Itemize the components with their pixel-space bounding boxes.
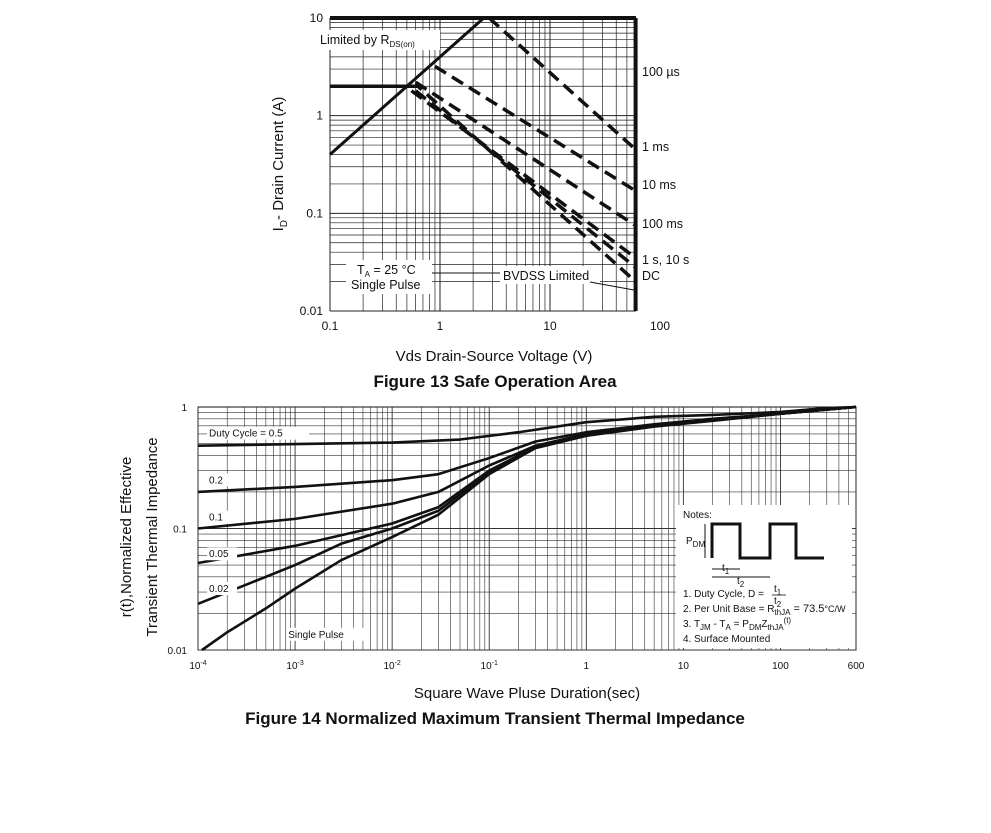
rds-limit-label: Limited by $R_{DS(on)}$ (320, 33, 415, 49)
zth-x-tick-label: $10^{-2}$ (383, 660, 401, 672)
soa-series-label: 100 µs (642, 65, 680, 79)
zth-y-axis-title-line1: r(t),Normalized Effective (118, 456, 135, 618)
zth-series-label: 0.2 (209, 475, 223, 487)
soa-series-label: DC (642, 269, 661, 283)
zth-series-label: Duty Cycle = 0.5 (209, 428, 283, 440)
safe-operating-area-chart (270, 11, 696, 391)
zth-x-tick-label: 600 (847, 661, 865, 672)
duty-denominator: $t_2$ (774, 596, 782, 609)
zth-series-label: Single Pulse (288, 629, 344, 641)
zth-series-label: 0.02 (209, 584, 229, 596)
soa-x-axis-title: Vds Drain-Source Voltage (V) (395, 348, 593, 365)
soa-y-tick-label: 0.01 (299, 304, 323, 318)
soa-y-axis-title: $I_D-$ Drain Current (A) (270, 96, 290, 232)
zth-x-tick-label: 1 (583, 661, 590, 672)
zth-figure-title: Figure 14 Normalized Maximum Transient Thermal Impedance (245, 709, 745, 728)
ta-label: $T_A = 25$ °C (357, 263, 416, 279)
soa-x-tick-label: 100 (649, 319, 671, 333)
zth-y-axis-title-line2: Transient Thermal Impedance (144, 437, 161, 637)
zth-x-tick-label: $10^{-4}$ (189, 660, 207, 672)
zth-y-tick-label: 0.1 (173, 524, 187, 536)
note-1: 1. Duty Cycle, D = (683, 589, 764, 600)
zth-x-tick-label: $10^{-3}$ (286, 660, 304, 672)
bvdss-limit-label: BVDSS Limited (503, 269, 590, 283)
zth-x-tick-label: 100 (772, 661, 789, 672)
note-2: 2. Per Unit Base = $R_{thJA} = 73.5^\circ C/W$ (683, 603, 846, 617)
notes-heading: Notes: (683, 510, 712, 521)
soa-figure-title: Figure 13 Safe Operation Area (373, 372, 617, 391)
soa-x-tick-label: 1 (436, 319, 444, 333)
soa-series-label: 1 ms (642, 140, 670, 154)
zth-x-tick-label: 10 (677, 661, 689, 672)
single-pulse-label: Single Pulse (351, 278, 421, 292)
note-4: 4. Surface Mounted (683, 634, 771, 645)
zth-series-label: 0.1 (209, 512, 223, 524)
soa-y-tick-label: 10 (309, 11, 323, 25)
zth-x-axis-title: Square Wave Pluse Duration(sec) (413, 685, 641, 702)
zth-series-label: 0.05 (209, 549, 229, 561)
soa-y-tick-label: 0.1 (306, 206, 323, 221)
thermal-impedance-chart (118, 403, 865, 728)
zth-y-tick-label: 1 (181, 403, 187, 414)
note-3: 3. $T_{JM} - T_A = P_{DM}Z_{thJA}^{(t)}$ (683, 616, 792, 632)
soa-x-tick-label: 0.1 (321, 319, 339, 333)
t1-label: $t_1$ (722, 563, 730, 576)
soa-series-label: 10 ms (642, 178, 677, 192)
t2-label: $t_2$ (737, 576, 745, 589)
soa-series-label: 100 ms (642, 217, 683, 231)
soa-series-label: 1 s, 10 s (642, 253, 690, 267)
notes-box (676, 505, 852, 648)
soa-x-tick-label: 10 (543, 319, 557, 333)
zth-x-tick-label: $10^{-1}$ (480, 660, 498, 672)
pdm-label: $P_{DM}$ (686, 536, 706, 549)
duty-numerator: $t_1$ (774, 584, 782, 597)
zth-y-tick-label: 0.01 (167, 646, 187, 657)
soa-series-labels (640, 65, 696, 283)
soa-y-tick-label: 1 (316, 108, 323, 123)
